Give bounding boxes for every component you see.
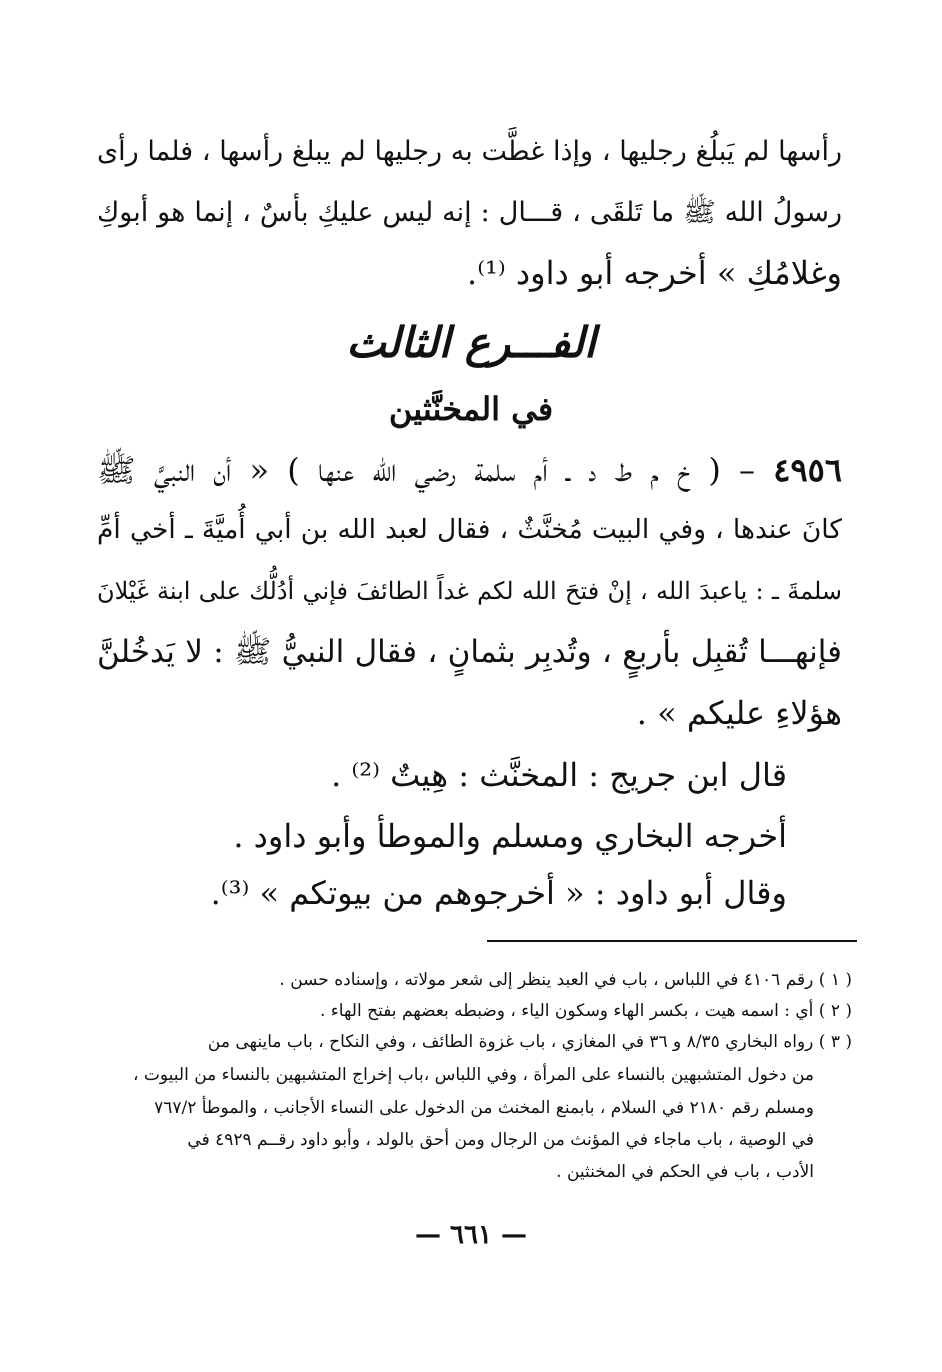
hadith-line-3: سلمةَ ـ : ياعبدَ الله ، إنْ فتحَ الله لكم غداً الطائفَ فإني أدُلُّك على ابنة غَيْلانَ xyxy=(97,577,842,605)
hadith-note-1: قال ابن جريج : المخنَّث : هِيتٌ ⁽²⁾ . xyxy=(331,756,787,794)
footnote-2: ( ٢ ) أي : اسمه هيت ، بكسر الهاء وسكون الياء ، وضبطه بعضهم بفتح الهاء . xyxy=(319,1001,852,1021)
hadith-number: ٤٩٥٦ xyxy=(773,451,843,489)
hadith-line-2: كانَ عندها ، وفي البيت مُخنَّثٌ ، فقال لعبد الله بن أبي أُميَّةَ ـ أخي أمِّ xyxy=(97,514,842,545)
body-line-2: رسولُ الله ﷺ ما تَلقَى ، قـــال : إنه ليس عليكِ بأسٌ ، إنما هو أبوكِ xyxy=(97,197,842,228)
footnote-3-line-5: الأدب ، باب في الحكم في المخنثين . xyxy=(556,1162,814,1182)
section-title: الفـــرع الثالث xyxy=(346,318,596,367)
hadith-note-2: أخرجه البخاري ومسلم والموطأ وأبو داود . xyxy=(233,817,787,855)
hadith-line-4: فإنهـــا تُقبِل بأربعٍ ، وتُدبِر بثمانٍ ، فقال النبيُّ ﷺ : لا يَدخُلنَّ xyxy=(97,634,842,670)
footnote-divider xyxy=(487,940,857,942)
footnote-1: ( ١ ) رقم ٤١٠٦ في اللباس ، باب في العبد ينظر إلى شعر مولاته ، وإسناده حسن . xyxy=(279,970,852,990)
footnote-3-line-4: في الوصية ، باب ماجاء في المؤنث من الرجال ومن أحق بالولد ، وأبو داود رقــم ٤٩٢٩ في xyxy=(187,1130,814,1150)
body-line-1: رأسها لم يَبلُغ رجليها ، وإذا غطَّت به رجليها لم يبلغ رأسها ، فلما رأى xyxy=(97,136,842,167)
hadith-line-1-text: – ( خ م ط د ـ أم سلمة رضي الله عنها ) « أن النبيَّ ﷺ xyxy=(97,451,756,489)
hadith-line-1 xyxy=(97,450,842,490)
body-line-3: وغلامُكِ » أخرجه أبو داود ⁽¹⁾. xyxy=(467,254,842,292)
section-subtitle: في المخنَّثين xyxy=(388,390,554,428)
page-number: — ٦٦١ — xyxy=(414,1220,528,1250)
footnote-3-line-3: ومسلم رقم ٢١٨٠ في السلام ، بابمنع المخنث من الدخول على النساء الأجانب ، والموطأ ٧٦٧/٢ xyxy=(154,1098,814,1118)
hadith-line-5: هؤلاءِ عليكم » . xyxy=(636,694,842,732)
footnote-3-line-2: من دخول المتشبهين بالنساء على المرأة ، وفي اللباس ،باب إخراج المتشبهين بالنساء من البيوت ، xyxy=(132,1065,814,1085)
hadith-note-3: وقال أبو داود : « أخرجوهم من بيوتكم » ⁽³⁾. xyxy=(210,874,787,912)
footnote-3-line-1: ( ٣ ) رواه البخاري ٨/٣٥ و ٣٦ في المغازي ، باب غزوة الطائف ، وفي النكاح ، باب ماينهى من xyxy=(207,1032,852,1052)
